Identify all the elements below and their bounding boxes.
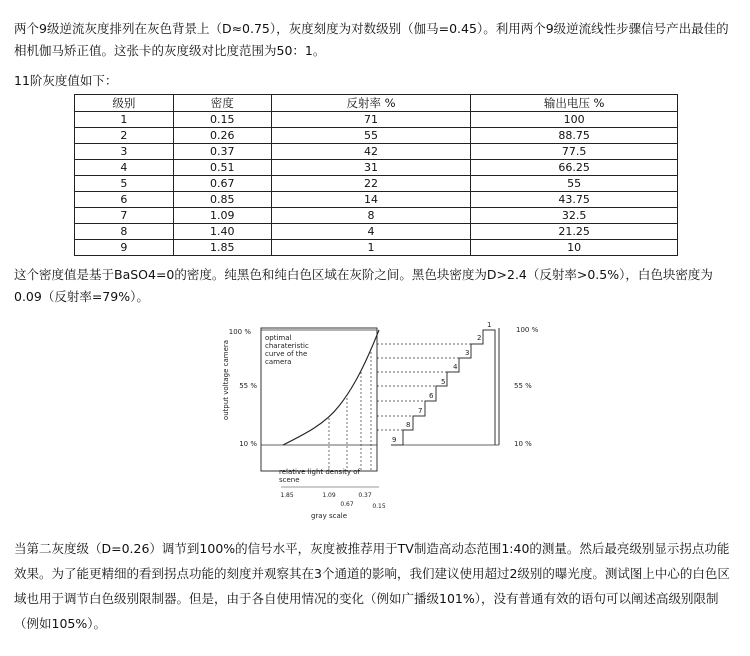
table-caption: 11阶灰度值如下：	[14, 73, 118, 88]
table-cell: 0.85	[173, 192, 271, 208]
table-cell: 4	[75, 160, 174, 176]
table-cell: 8	[75, 224, 174, 240]
header-output-voltage: 输出电压 %	[471, 95, 678, 112]
table-cell: 66.25	[471, 160, 678, 176]
table-cell: 6	[75, 192, 174, 208]
step-label-3: 3	[465, 349, 470, 357]
left-tick-100: 100 %	[228, 328, 251, 336]
table-cell: 1.40	[173, 224, 271, 240]
table-cell: 100	[471, 112, 678, 128]
table-cell: 4	[271, 224, 471, 240]
density-tick-1: 1.85	[280, 492, 294, 499]
table-cell: 71	[271, 112, 471, 128]
intro-paragraph: 两个9级逆流灰度排列在灰色背景上（D≈0.75），灰度刻度为对数级别（伽马=0.45）。利用两个9级逆流线性步骤信号产出最佳的相机伽马矫正值。这张卡的灰度级对比度范围为50：1。	[14, 21, 729, 58]
table-cell: 9	[75, 240, 174, 256]
table-cell: 1.85	[173, 240, 271, 256]
table-cell: 7	[75, 208, 174, 224]
table-cell: 88.75	[471, 128, 678, 144]
left-tick-10: 10 %	[239, 440, 257, 448]
header-level: 级别	[75, 95, 174, 112]
x-axis-label: gray scale	[310, 512, 348, 520]
gray-scale-table	[74, 94, 678, 256]
left-tick-55: 55 %	[239, 382, 257, 390]
table-cell: 31	[271, 160, 471, 176]
x-caption-line-1: relative light density of	[279, 468, 361, 476]
table-row	[75, 224, 678, 240]
table-cell: 42	[271, 144, 471, 160]
y-axis-label: output voltage camera	[222, 339, 230, 421]
projection-lines	[329, 348, 371, 471]
table-cell: 14	[271, 192, 471, 208]
right-tick-100: 100 %	[516, 326, 539, 334]
x-caption-line-2: scene	[279, 476, 300, 484]
table-cell: 43.75	[471, 192, 678, 208]
table-row	[75, 240, 678, 256]
curve-label-line-2: charateristic	[265, 342, 309, 350]
table-cell: 2	[75, 128, 174, 144]
right-tick-10: 10 %	[514, 440, 532, 448]
step-label-6: 6	[429, 392, 434, 400]
step-label-8: 8	[406, 421, 411, 429]
table-row	[75, 144, 678, 160]
table-cell: 77.5	[471, 144, 678, 160]
density-tick-2: 1.09	[322, 492, 336, 499]
step-label-2: 2	[477, 334, 482, 342]
table-row	[75, 192, 678, 208]
table-row	[75, 128, 678, 144]
camera-curve-diagram	[215, 320, 539, 520]
recommendation-paragraph: 当第二灰度级（D=0.26）调节到100%的信号水平，灰度被推荐用于TV制造高动态范围1:40的测量。然后最亮级别显示拐点功能效果。为了能更精细的看到拐点功能的刻度并观察其在3个通道的影响，我们建议使用超过2级别的曝光度。测试图上中心的白色区域也用于调节白色级别限制器。但是，由于各自使用情况的变化（例如广播级101%），没有普通有效的语句可以阐述高级别限制（例如105%）。	[14, 541, 730, 631]
table-cell: 32.5	[471, 208, 678, 224]
step-label-7: 7	[418, 407, 423, 415]
table-cell: 0.67	[173, 176, 271, 192]
table-cell: 0.37	[173, 144, 271, 160]
table-cell: 3	[75, 144, 174, 160]
table-row	[75, 208, 678, 224]
density-tick-5: 0.15	[372, 503, 386, 510]
step-label-1: 1	[487, 321, 492, 329]
curve-label-line-3: curve of the	[265, 350, 308, 358]
step-label-4: 4	[453, 363, 458, 371]
table-body	[75, 112, 678, 256]
table-cell: 21.25	[471, 224, 678, 240]
density-note-paragraph: 这个密度值是基于BaSO4=0的密度。纯黑色和纯白色区域在灰阶之间。黑色块密度为D>2.4（反射率>0.5%），白色块密度为0.09（反射率=79%）。	[14, 267, 713, 304]
table-cell: 22	[271, 176, 471, 192]
step-label-5: 5	[441, 378, 446, 386]
table-cell: 5	[75, 176, 174, 192]
table-cell: 0.15	[173, 112, 271, 128]
step-label-9: 9	[392, 436, 397, 444]
curve-label-line-1: optimal	[265, 334, 292, 342]
header-density: 密度	[173, 95, 271, 112]
density-tick-4: 0.67	[340, 501, 354, 508]
header-reflectance: 反射率 %	[271, 95, 471, 112]
table-row	[75, 112, 678, 128]
table-cell: 10	[471, 240, 678, 256]
table-row	[75, 160, 678, 176]
table-cell: 8	[271, 208, 471, 224]
table-cell: 0.51	[173, 160, 271, 176]
curve-label-line-4: camera	[265, 358, 292, 366]
table-cell: 1	[75, 112, 174, 128]
table-cell: 1	[271, 240, 471, 256]
density-tick-3: 0.37	[358, 492, 372, 499]
right-tick-55: 55 %	[514, 382, 532, 390]
table-header-row	[75, 95, 678, 112]
table-cell: 1.09	[173, 208, 271, 224]
table-row	[75, 176, 678, 192]
table-cell: 55	[271, 128, 471, 144]
table-cell: 55	[471, 176, 678, 192]
table-cell: 0.26	[173, 128, 271, 144]
